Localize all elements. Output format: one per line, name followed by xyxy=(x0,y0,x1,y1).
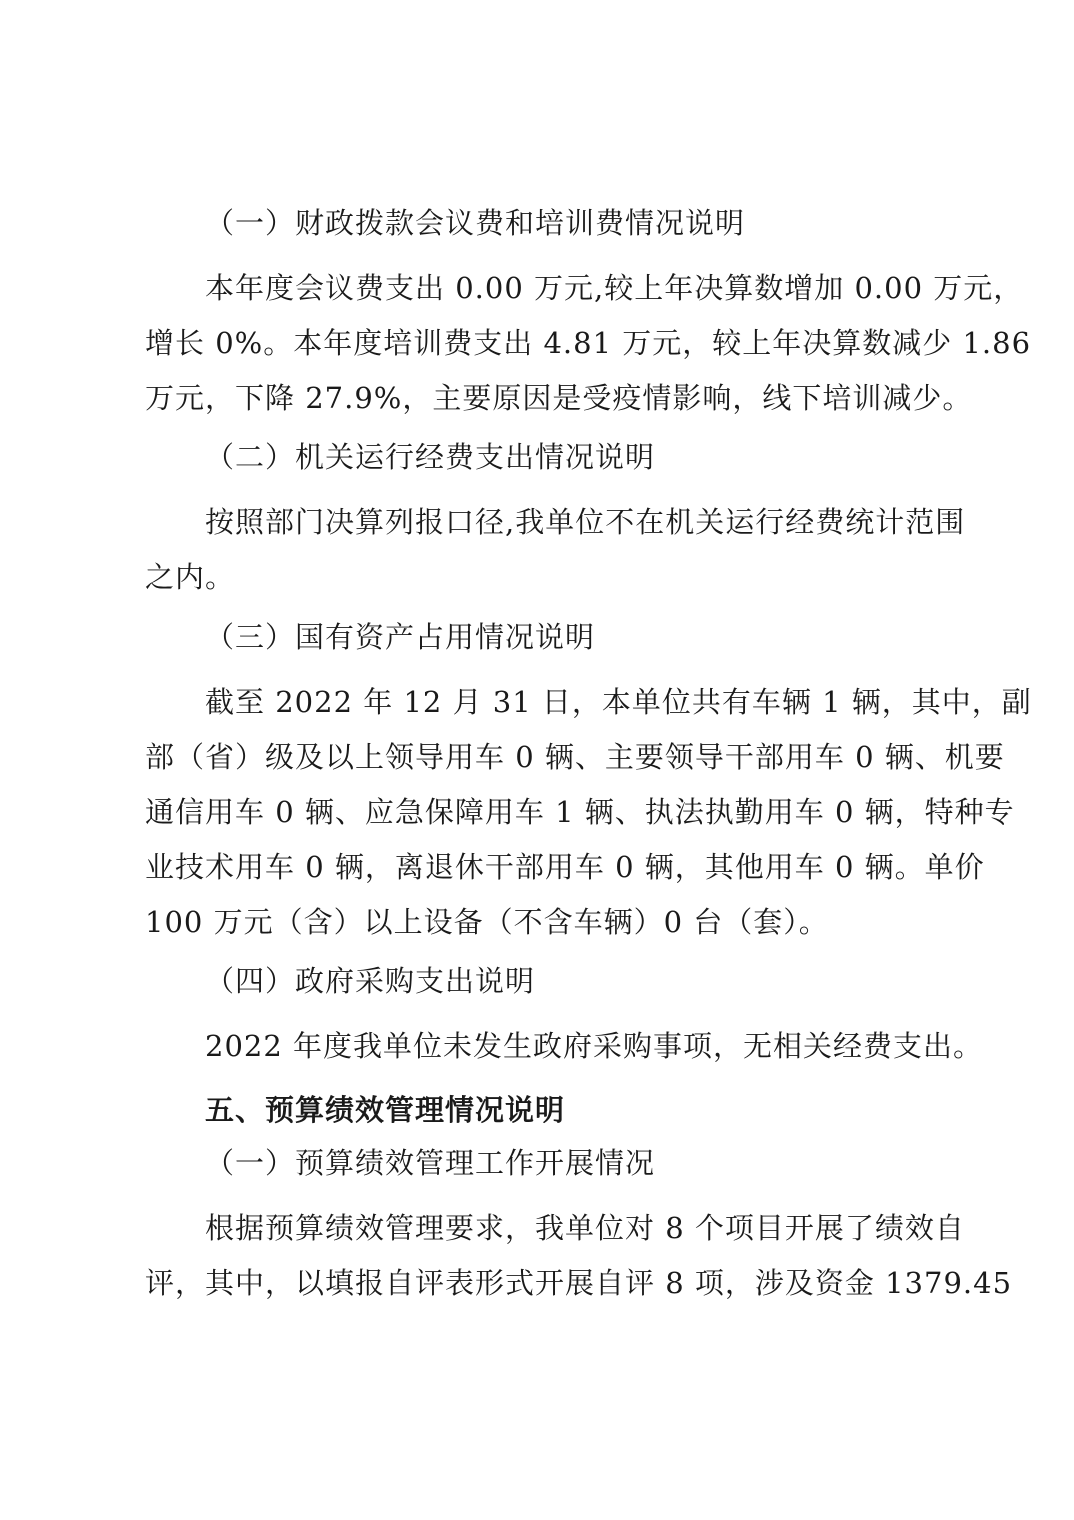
paragraph-line: 2022 年度我单位未发生政府采购事项，无相关经费支出。 xyxy=(205,1029,984,1063)
paragraph-line: 截至 2022 年 12 月 31 日，本单位共有车辆 1 辆，其中，副 xyxy=(205,685,1032,719)
section-heading-performance-work: （一）预算绩效管理工作开展情况 xyxy=(205,1146,656,1180)
section-heading-government-procurement: （四）政府采购支出说明 xyxy=(205,964,536,998)
paragraph-line: 业技术用车 0 辆，离退休干部用车 0 辆，其他用车 0 辆。单价 xyxy=(145,850,985,884)
paragraph-line: 本年度会议费支出 0.00 万元,较上年决算数增加 0.00 万元， xyxy=(205,271,1024,305)
section-heading-state-assets: （三）国有资产占用情况说明 xyxy=(205,620,596,654)
chapter-title-performance-management: 五、预算绩效管理情况说明 xyxy=(205,1093,566,1127)
paragraph-line: 根据预算绩效管理要求，我单位对 8 个项目开展了绩效自 xyxy=(205,1211,965,1245)
paragraph-line: 之内。 xyxy=(145,560,236,594)
paragraph-line: 通信用车 0 辆、应急保障用车 1 辆、执法执勤用车 0 辆，特种专 xyxy=(145,795,1015,829)
paragraph-line: 评，其中，以填报自评表形式开展自评 8 项，涉及资金 1379.45 xyxy=(145,1266,1013,1300)
paragraph-line: 100 万元（含）以上设备（不含车辆）0 台（套）。 xyxy=(145,905,829,939)
paragraph-line: 按照部门决算列报口径,我单位不在机关运行经费统计范围 xyxy=(205,505,966,539)
paragraph-line: 部（省）级及以上领导用车 0 辆、主要领导干部用车 0 辆、机要 xyxy=(145,740,1005,774)
section-heading-operating-expenses: （二）机关运行经费支出情况说明 xyxy=(205,440,656,474)
paragraph-line: 万元，下降 27.9%，主要原因是受疫情影响，线下培训减少。 xyxy=(145,381,973,415)
paragraph-line: 增长 0%。本年度培训费支出 4.81 万元，较上年决算数减少 1.86 xyxy=(145,326,1032,360)
section-heading-meeting-training-fees: （一）财政拨款会议费和培训费情况说明 xyxy=(205,206,746,240)
